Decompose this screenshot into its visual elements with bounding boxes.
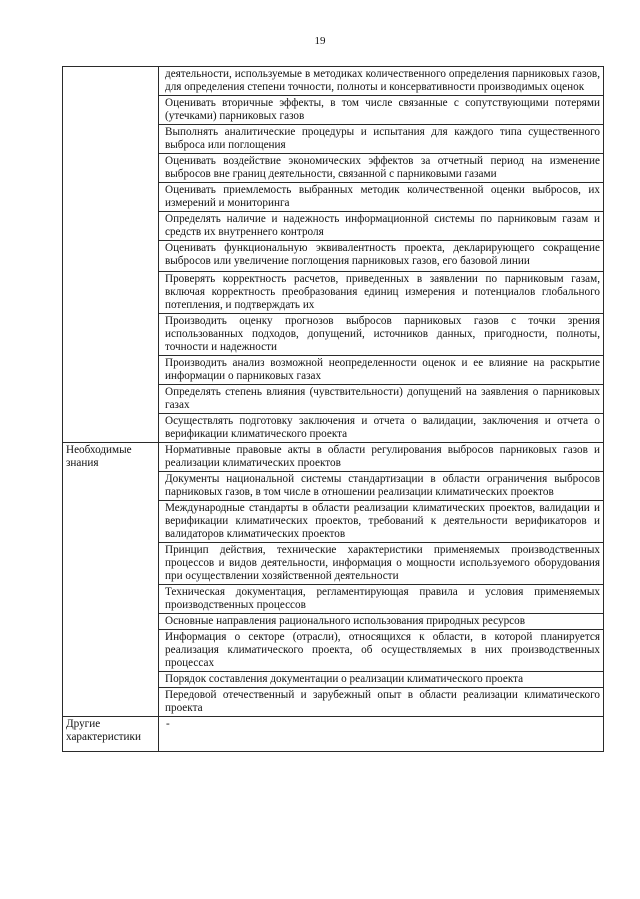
knowledge-item: Основные направления рационального использования природных ресурсов <box>159 614 604 630</box>
knowledge-item: Международные стандарты в области реализации климатических проектов, валидации и верификации климатических проектов, требований к деятельности верификаторов и валидаторов климатических проектов <box>159 501 604 543</box>
table-row <box>63 67 604 96</box>
table-row <box>63 717 604 752</box>
section-label-other: Другие характеристики <box>66 718 141 743</box>
knowledge-item: Техническая документация, регламентирующая правила и условия применяемых производственных процессов <box>159 585 604 614</box>
section-label-required-knowledge: Необходимые знания <box>66 444 132 469</box>
section-label-cell <box>63 443 159 717</box>
knowledge-item: Информация о секторе (отрасли), относящихся к области, в которой планируется реализация климатического проекта, об осуществляемых в них производственных процессах <box>159 630 604 672</box>
skill-item: Определять наличие и надежность информационной системы по парниковым газам и средств их внутреннего контроля <box>159 212 604 241</box>
skill-item: Производить оценку прогнозов выбросов парниковых газов с точки зрения использованных подходов, допущений, источников данных, пригодности, полноты, точности и надежности <box>159 314 604 356</box>
skill-item: деятельности, используемые в методиках количественного определения парниковых газов, для определения степени точности, полноты и консервативности производимых оценок <box>159 67 604 96</box>
knowledge-item: Нормативные правовые акты в области регулирования выбросов парниковых газов и реализации климатических проектов <box>159 443 604 472</box>
knowledge-item: Принцип действия, технические характеристики применяемых производственных процессов и видов деятельности, информация о мощности используемого оборудования при осуществлении хозяйственной деятельности <box>159 543 604 585</box>
page-number: 19 <box>314 35 326 47</box>
skill-item: Оценивать приемлемость выбранных методик количественной оценки выбросов, их измерений и мониторинга <box>159 183 604 212</box>
skill-item: Выполнять аналитические процедуры и испытания для каждого типа существенного выброса или поглощения <box>159 125 604 154</box>
knowledge-item: Порядок составления документации о реализации климатического проекта <box>159 672 604 688</box>
skill-item: Осуществлять подготовку заключения и отчета о валидации, заключения и отчета о верификации климатического проекта <box>159 414 604 443</box>
skill-item: Производить анализ возможной неопределенности оценок и ее влияние на раскрытие информации о парниковых газах <box>159 356 604 385</box>
skill-item: Определять степень влияния (чувствительности) допущений на заявления о парниковых газах <box>159 385 604 414</box>
other-value-cell <box>159 717 604 752</box>
qualification-table <box>62 66 604 752</box>
knowledge-item: Документы национальной системы стандартизации в области ограничения выбросов парниковых газов, в том числе в отношении реализации климатических проектов <box>159 472 604 501</box>
knowledge-item: Передовой отечественный и зарубежный опыт в области реализации климатического проекта <box>159 688 604 717</box>
skill-item: Оценивать функциональную эквивалентность проекта, декларирующего сокращение выбросов или увеличение поглощения парниковых газов, его базовой линии <box>159 241 604 272</box>
section-label-cell <box>63 67 159 443</box>
section-label-cell <box>63 717 159 752</box>
table-body <box>63 67 604 752</box>
table-row <box>63 443 604 472</box>
skill-item: Проверять корректность расчетов, приведенных в заявлении по парниковым газам, включая корректность преобразования единиц измерения и потенциалов глобального потепления, и подтверждать их <box>159 272 604 314</box>
skill-item: Оценивать воздействие экономических эффектов за отчетный период на изменение выбросов вне границ деятельности, связанной с парниковыми газами <box>159 154 604 183</box>
skill-item: Оценивать вторичные эффекты, в том числе связанные с сопутствующими потерями (утечками) парниковых газов <box>159 96 604 125</box>
other-value: - <box>166 718 170 730</box>
